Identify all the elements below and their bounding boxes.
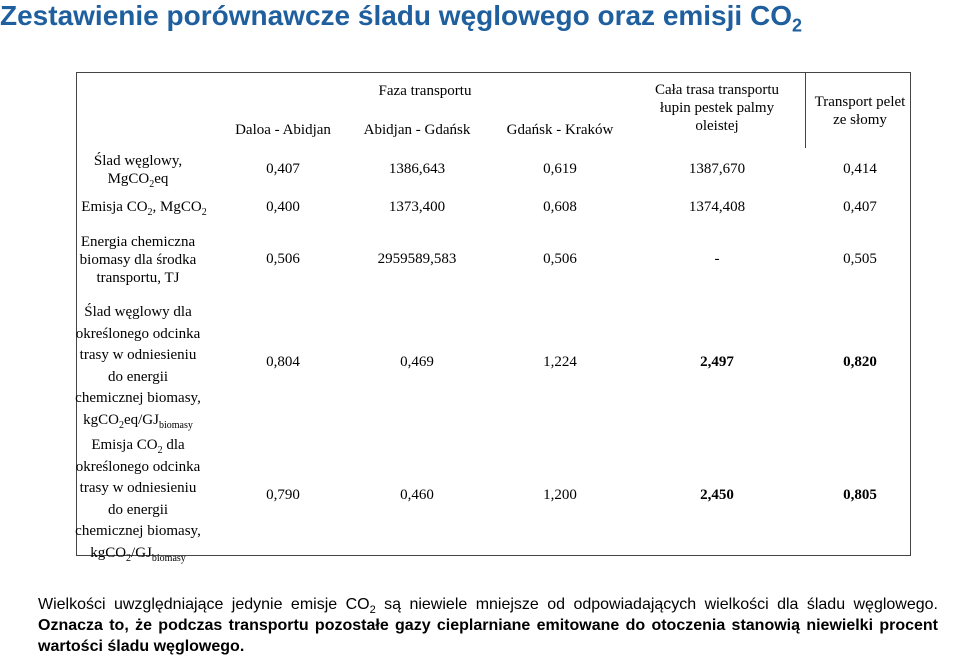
cell-value: 0,619 — [543, 161, 577, 177]
column-header-pellet: Transport pelet ze słomy — [814, 94, 906, 128]
cell-value: 1373,400 — [388, 199, 446, 215]
cell-value: 1,200 — [543, 487, 577, 503]
cell-value: 1,224 — [543, 354, 577, 370]
cell-value: 0,506 — [543, 251, 577, 267]
cell-value-highlight: 0,820 — [843, 354, 877, 370]
page-title: Zestawienie porównawcze śladu węglowego oraz emisji $CO_2$ — [0, 0, 802, 36]
cell-value: 0,400 — [266, 199, 300, 215]
cell-value-highlight: 0,805 — [843, 487, 877, 503]
phase-group-header: Faza transportu — [378, 83, 472, 99]
cell-value-highlight: 2,497 — [700, 354, 734, 370]
row-label-chemical-energy: Energia chemiczna biomasy dla środka transportu, TJ — [79, 234, 197, 286]
cell-value: 0,790 — [266, 487, 300, 503]
cell-value: 0,469 — [400, 354, 434, 370]
cell-value: 1386,643 — [388, 161, 446, 177]
cell-value: 0,505 — [843, 251, 877, 267]
cell-value-highlight: 2,450 — [700, 487, 734, 503]
column-header-whole-route: Cała trasa transportu łupin pestek palmy oleistej — [654, 82, 780, 134]
row-label-emission-per-energy: Emisja $CO_2$ dla określonego odcinka trasy w odniesieniu do energii chemicznej biomasy, $kgCO_2/GJ_{biomasy}$ — [75, 437, 201, 564]
cell-value: 0,608 — [543, 199, 577, 215]
cell-value: 0,407 — [266, 161, 300, 177]
cell-value: 2959589,583 — [377, 251, 457, 267]
column-header-abidjan-gdansk: Abidjan - Gdańsk — [363, 122, 471, 138]
conclusion-note: Wielkości uwzględniające jedynie emisje $CO_2$ są niewiele mniejsze od odpowiadających wielkości dla śladu węglowego. Oznacza to, że podczas transportu pozostałe gazy cieplarniane emitowane do otoczenia stanowią niewielki procent wartości śladu węglowego. — [38, 596, 939, 655]
cell-value: - — [714, 251, 720, 267]
row-label-co2-emission: Emisja $CO_2$, MgCO$_2$ — [81, 199, 207, 218]
cell-value: 0,506 — [266, 251, 300, 267]
column-header-daloa-abidjan: Daloa - Abidjan — [235, 122, 331, 138]
header-divider — [805, 72, 806, 148]
column-header-gdansk-krakow: Gdańsk - Kraków — [506, 122, 614, 138]
row-label-carbon-footprint: Ślad węglowy, MgCO$_2$eq — [93, 153, 183, 190]
cell-value: 0,407 — [843, 199, 877, 215]
cell-value: 1374,408 — [688, 199, 746, 215]
cell-value: 1387,670 — [688, 161, 746, 177]
row-label-footprint-per-energy: Ślad węglowy dla określonego odcinka trasy w odniesieniu do energii chemicznej biomasy, $kgCO_2eq/GJ_{biomasy}$ — [75, 304, 201, 431]
cell-value: 0,460 — [400, 487, 434, 503]
cell-value: 0,414 — [843, 161, 877, 177]
cell-value: 0,804 — [266, 354, 300, 370]
